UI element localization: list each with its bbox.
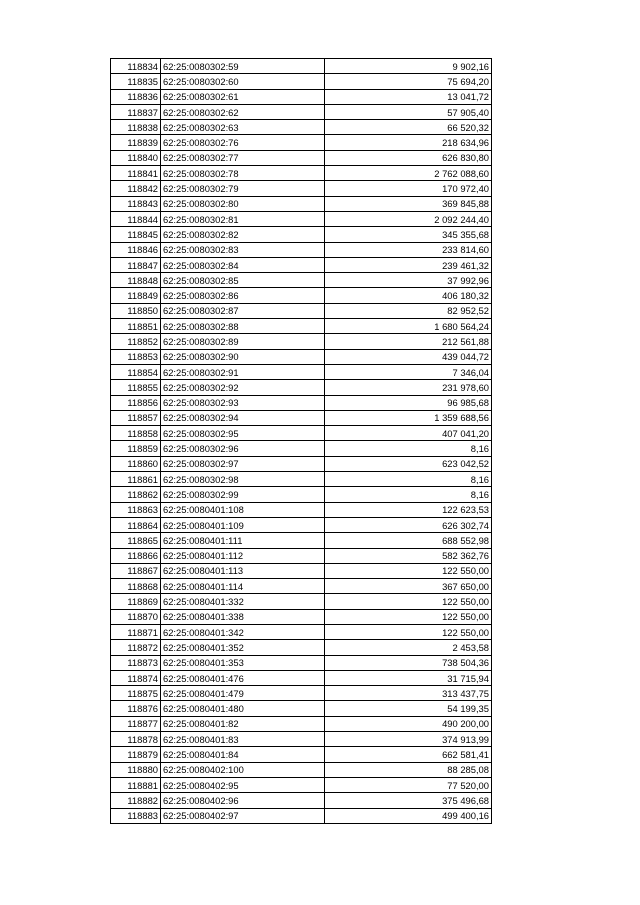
cadastral-value-cell: 2 092 244,40 xyxy=(325,211,492,226)
row-number-cell: 118883 xyxy=(111,808,161,823)
cadastral-value-cell: 626 830,80 xyxy=(325,150,492,165)
row-number-cell: 118872 xyxy=(111,640,161,655)
cadastral-value-cell: 8,16 xyxy=(325,472,492,487)
table-row xyxy=(111,732,492,747)
cadastral-value-cell: 122 550,00 xyxy=(325,563,492,578)
cadastral-value-cell: 239 461,32 xyxy=(325,257,492,272)
row-number-cell: 118835 xyxy=(111,74,161,89)
cadastral-number-cell: 62:25:0080401:332 xyxy=(161,594,325,609)
row-number-cell: 118873 xyxy=(111,655,161,670)
table-row xyxy=(111,624,492,639)
table-row xyxy=(111,181,492,196)
cadastral-value-cell: 13 041,72 xyxy=(325,89,492,104)
table-row xyxy=(111,104,492,119)
cadastral-number-cell: 62:25:0080402:97 xyxy=(161,808,325,823)
row-number-cell: 118843 xyxy=(111,196,161,211)
cadastral-number-cell: 62:25:0080302:62 xyxy=(161,104,325,119)
table-body xyxy=(111,59,492,824)
cadastral-number-cell: 62:25:0080401:353 xyxy=(161,655,325,670)
cadastral-number-cell: 62:25:0080401:82 xyxy=(161,716,325,731)
table-row xyxy=(111,349,492,364)
cadastral-number-cell: 62:25:0080302:85 xyxy=(161,273,325,288)
cadastral-value-cell: 406 180,32 xyxy=(325,288,492,303)
row-number-cell: 118841 xyxy=(111,166,161,181)
cadastral-value-cell: 233 814,60 xyxy=(325,242,492,257)
table-row xyxy=(111,426,492,441)
table-row xyxy=(111,89,492,104)
cadastral-number-cell: 62:25:0080302:79 xyxy=(161,181,325,196)
cadastral-number-cell: 62:25:0080401:338 xyxy=(161,609,325,624)
cadastral-number-cell: 62:25:0080401:111 xyxy=(161,533,325,548)
cadastral-number-cell: 62:25:0080302:95 xyxy=(161,426,325,441)
row-number-cell: 118855 xyxy=(111,380,161,395)
cadastral-number-cell: 62:25:0080302:89 xyxy=(161,334,325,349)
row-number-cell: 118839 xyxy=(111,135,161,150)
cadastral-number-cell: 62:25:0080302:59 xyxy=(161,59,325,74)
row-number-cell: 118834 xyxy=(111,59,161,74)
row-number-cell: 118861 xyxy=(111,472,161,487)
cadastral-value-cell: 8,16 xyxy=(325,487,492,502)
row-number-cell: 118870 xyxy=(111,609,161,624)
row-number-cell: 118848 xyxy=(111,273,161,288)
table-row xyxy=(111,747,492,762)
cadastral-number-cell: 62:25:0080401:342 xyxy=(161,624,325,639)
cadastral-number-cell: 62:25:0080302:81 xyxy=(161,211,325,226)
row-number-cell: 118859 xyxy=(111,441,161,456)
cadastral-number-cell: 62:25:0080401:109 xyxy=(161,517,325,532)
row-number-cell: 118875 xyxy=(111,686,161,701)
cadastral-number-cell: 62:25:0080302:80 xyxy=(161,196,325,211)
cadastral-number-cell: 62:25:0080302:61 xyxy=(161,89,325,104)
row-number-cell: 118858 xyxy=(111,426,161,441)
table-row xyxy=(111,120,492,135)
cadastral-value-cell: 7 346,04 xyxy=(325,364,492,379)
table-row xyxy=(111,380,492,395)
table-row xyxy=(111,686,492,701)
cadastral-number-cell: 62:25:0080302:88 xyxy=(161,319,325,334)
cadastral-value-cell: 369 845,88 xyxy=(325,196,492,211)
row-number-cell: 118881 xyxy=(111,777,161,792)
cadastral-value-cell: 8,16 xyxy=(325,441,492,456)
row-number-cell: 118865 xyxy=(111,533,161,548)
row-number-cell: 118867 xyxy=(111,563,161,578)
cadastral-number-cell: 62:25:0080402:95 xyxy=(161,777,325,792)
cadastral-number-cell: 62:25:0080302:86 xyxy=(161,288,325,303)
cadastral-value-cell: 662 581,41 xyxy=(325,747,492,762)
cadastral-value-cell: 2 453,58 xyxy=(325,640,492,655)
table-row xyxy=(111,594,492,609)
cadastral-number-cell: 62:25:0080302:82 xyxy=(161,227,325,242)
cadastral-number-cell: 62:25:0080302:94 xyxy=(161,410,325,425)
table-row xyxy=(111,211,492,226)
table-row xyxy=(111,319,492,334)
row-number-cell: 118879 xyxy=(111,747,161,762)
cadastral-value-cell: 82 952,52 xyxy=(325,303,492,318)
table-row xyxy=(111,487,492,502)
cadastral-number-cell: 62:25:0080302:97 xyxy=(161,456,325,471)
cadastral-value-cell: 170 972,40 xyxy=(325,181,492,196)
table-row xyxy=(111,472,492,487)
table-row xyxy=(111,640,492,655)
cadastral-value-cell: 738 504,36 xyxy=(325,655,492,670)
row-number-cell: 118852 xyxy=(111,334,161,349)
row-number-cell: 118860 xyxy=(111,456,161,471)
table-row xyxy=(111,288,492,303)
table-row xyxy=(111,395,492,410)
cadastral-number-cell: 62:25:0080302:60 xyxy=(161,74,325,89)
cadastral-value-cell: 499 400,16 xyxy=(325,808,492,823)
row-number-cell: 118874 xyxy=(111,670,161,685)
table-row xyxy=(111,166,492,181)
table-row xyxy=(111,808,492,823)
row-number-cell: 118862 xyxy=(111,487,161,502)
cadastral-value-cell: 375 496,68 xyxy=(325,793,492,808)
table-row xyxy=(111,150,492,165)
row-number-cell: 118842 xyxy=(111,181,161,196)
table-row xyxy=(111,410,492,425)
table-row xyxy=(111,135,492,150)
cadastral-value-cell: 54 199,35 xyxy=(325,701,492,716)
cadastral-value-table xyxy=(110,58,492,824)
cadastral-value-cell: 367 650,00 xyxy=(325,579,492,594)
table-row xyxy=(111,701,492,716)
cadastral-number-cell: 62:25:0080302:83 xyxy=(161,242,325,257)
cadastral-value-cell: 688 552,98 xyxy=(325,533,492,548)
table-row xyxy=(111,59,492,74)
row-number-cell: 118857 xyxy=(111,410,161,425)
cadastral-value-cell: 212 561,88 xyxy=(325,334,492,349)
cadastral-number-cell: 62:25:0080401:113 xyxy=(161,563,325,578)
cadastral-number-cell: 62:25:0080302:90 xyxy=(161,349,325,364)
row-number-cell: 118840 xyxy=(111,150,161,165)
table-row xyxy=(111,716,492,731)
cadastral-value-cell: 582 362,76 xyxy=(325,548,492,563)
row-number-cell: 118854 xyxy=(111,364,161,379)
cadastral-value-cell: 313 437,75 xyxy=(325,686,492,701)
cadastral-value-cell: 122 550,00 xyxy=(325,609,492,624)
cadastral-value-cell: 66 520,32 xyxy=(325,120,492,135)
cadastral-number-cell: 62:25:0080401:114 xyxy=(161,579,325,594)
table-row xyxy=(111,273,492,288)
cadastral-number-cell: 62:25:0080302:96 xyxy=(161,441,325,456)
table-row xyxy=(111,670,492,685)
table-row xyxy=(111,364,492,379)
row-number-cell: 118869 xyxy=(111,594,161,609)
table-row xyxy=(111,74,492,89)
cadastral-value-cell: 374 913,99 xyxy=(325,732,492,747)
cadastral-number-cell: 62:25:0080302:76 xyxy=(161,135,325,150)
row-number-cell: 118868 xyxy=(111,579,161,594)
cadastral-value-cell: 31 715,94 xyxy=(325,670,492,685)
table-row xyxy=(111,456,492,471)
table-row xyxy=(111,533,492,548)
row-number-cell: 118849 xyxy=(111,288,161,303)
cadastral-number-cell: 62:25:0080302:84 xyxy=(161,257,325,272)
cadastral-value-cell: 122 623,53 xyxy=(325,502,492,517)
cadastral-value-cell: 623 042,52 xyxy=(325,456,492,471)
cadastral-number-cell: 62:25:0080401:479 xyxy=(161,686,325,701)
table-row xyxy=(111,548,492,563)
row-number-cell: 118882 xyxy=(111,793,161,808)
cadastral-value-cell: 345 355,68 xyxy=(325,227,492,242)
cadastral-value-cell: 1 680 564,24 xyxy=(325,319,492,334)
table-row xyxy=(111,441,492,456)
row-number-cell: 118864 xyxy=(111,517,161,532)
row-number-cell: 118845 xyxy=(111,227,161,242)
cadastral-number-cell: 62:25:0080401:476 xyxy=(161,670,325,685)
table-row xyxy=(111,242,492,257)
row-number-cell: 118871 xyxy=(111,624,161,639)
table-row xyxy=(111,579,492,594)
table-row xyxy=(111,257,492,272)
cadastral-value-cell: 626 302,74 xyxy=(325,517,492,532)
cadastral-value-cell: 2 762 088,60 xyxy=(325,166,492,181)
cadastral-number-cell: 62:25:0080302:91 xyxy=(161,364,325,379)
cadastral-number-cell: 62:25:0080302:78 xyxy=(161,166,325,181)
row-number-cell: 118856 xyxy=(111,395,161,410)
cadastral-number-cell: 62:25:0080401:112 xyxy=(161,548,325,563)
cadastral-number-cell: 62:25:0080302:63 xyxy=(161,120,325,135)
cadastral-number-cell: 62:25:0080402:100 xyxy=(161,762,325,777)
row-number-cell: 118866 xyxy=(111,548,161,563)
row-number-cell: 118851 xyxy=(111,319,161,334)
row-number-cell: 118837 xyxy=(111,104,161,119)
cadastral-number-cell: 62:25:0080401:480 xyxy=(161,701,325,716)
cadastral-value-cell: 1 359 688,56 xyxy=(325,410,492,425)
table-row xyxy=(111,303,492,318)
cadastral-value-cell: 407 041,20 xyxy=(325,426,492,441)
row-number-cell: 118844 xyxy=(111,211,161,226)
cadastral-number-cell: 62:25:0080401:352 xyxy=(161,640,325,655)
table-row xyxy=(111,762,492,777)
table-row xyxy=(111,196,492,211)
cadastral-number-cell: 62:25:0080401:83 xyxy=(161,732,325,747)
row-number-cell: 118847 xyxy=(111,257,161,272)
cadastral-number-cell: 62:25:0080302:92 xyxy=(161,380,325,395)
cadastral-value-cell: 9 902,16 xyxy=(325,59,492,74)
table-row xyxy=(111,655,492,670)
row-number-cell: 118876 xyxy=(111,701,161,716)
row-number-cell: 118880 xyxy=(111,762,161,777)
cadastral-number-cell: 62:25:0080302:93 xyxy=(161,395,325,410)
cadastral-value-cell: 88 285,08 xyxy=(325,762,492,777)
table-row xyxy=(111,609,492,624)
cadastral-number-cell: 62:25:0080402:96 xyxy=(161,793,325,808)
cadastral-value-cell: 231 978,60 xyxy=(325,380,492,395)
table-row xyxy=(111,517,492,532)
row-number-cell: 118836 xyxy=(111,89,161,104)
table-row xyxy=(111,334,492,349)
table-row xyxy=(111,502,492,517)
cadastral-value-cell: 75 694,20 xyxy=(325,74,492,89)
cadastral-number-cell: 62:25:0080302:77 xyxy=(161,150,325,165)
cadastral-number-cell: 62:25:0080401:108 xyxy=(161,502,325,517)
cadastral-value-cell: 122 550,00 xyxy=(325,624,492,639)
cadastral-value-cell: 37 992,96 xyxy=(325,273,492,288)
row-number-cell: 118878 xyxy=(111,732,161,747)
cadastral-number-cell: 62:25:0080302:99 xyxy=(161,487,325,502)
row-number-cell: 118853 xyxy=(111,349,161,364)
cadastral-value-cell: 96 985,68 xyxy=(325,395,492,410)
cadastral-value-cell: 439 044,72 xyxy=(325,349,492,364)
cadastral-value-cell: 77 520,00 xyxy=(325,777,492,792)
row-number-cell: 118846 xyxy=(111,242,161,257)
cadastral-value-cell: 490 200,00 xyxy=(325,716,492,731)
table-row xyxy=(111,563,492,578)
cadastral-number-cell: 62:25:0080302:87 xyxy=(161,303,325,318)
row-number-cell: 118877 xyxy=(111,716,161,731)
table-row xyxy=(111,793,492,808)
cadastral-value-cell: 57 905,40 xyxy=(325,104,492,119)
row-number-cell: 118850 xyxy=(111,303,161,318)
row-number-cell: 118838 xyxy=(111,120,161,135)
cadastral-number-cell: 62:25:0080302:98 xyxy=(161,472,325,487)
row-number-cell: 118863 xyxy=(111,502,161,517)
cadastral-number-cell: 62:25:0080401:84 xyxy=(161,747,325,762)
cadastral-value-cell: 122 550,00 xyxy=(325,594,492,609)
table-row xyxy=(111,227,492,242)
table-row xyxy=(111,777,492,792)
cadastral-value-cell: 218 634,96 xyxy=(325,135,492,150)
